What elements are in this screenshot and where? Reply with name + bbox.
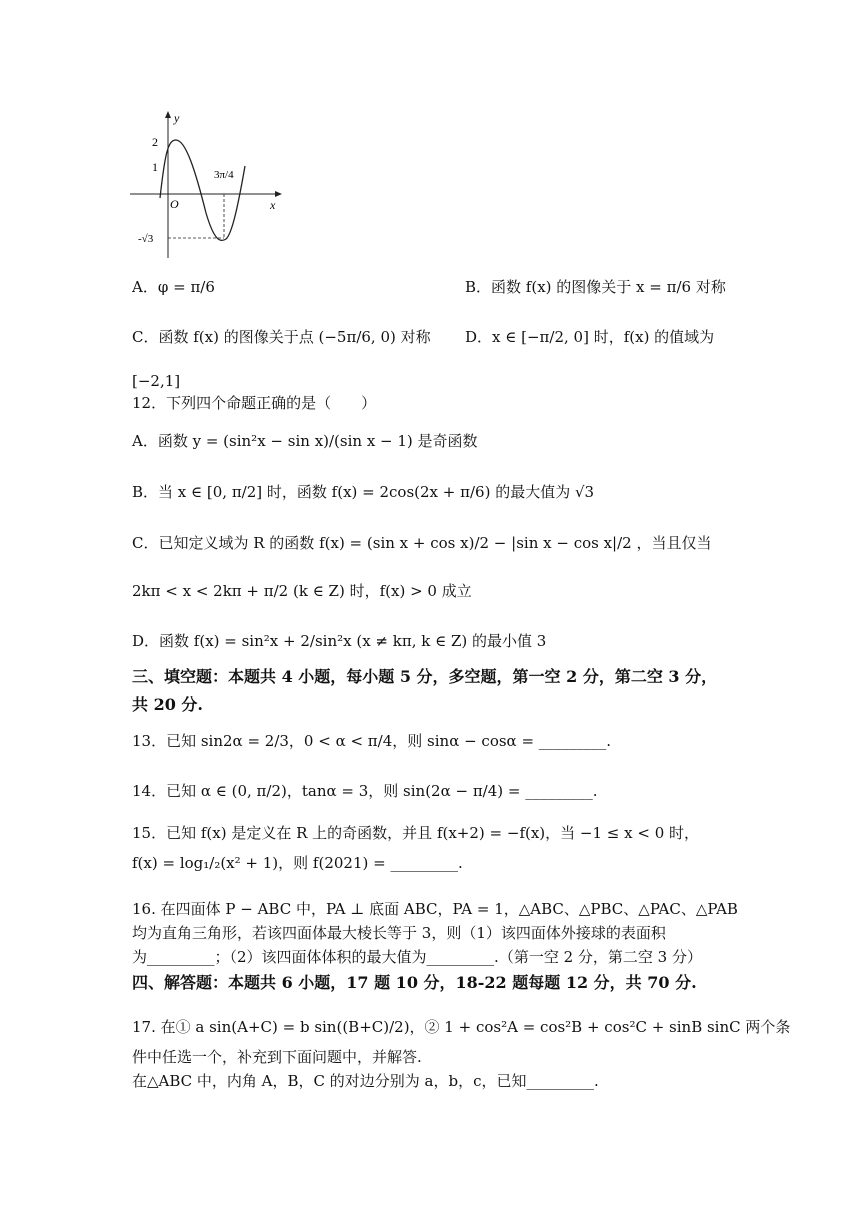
q11-option-c: C．函数 f(x) 的图像关于点 (−5π/6, 0) 对称 bbox=[132, 328, 431, 346]
q12-option-a: A．函数 y = (sin²x − sin x)/(sin x − 1) 是奇函数 bbox=[132, 432, 478, 450]
tick-label-neg-sqrt3: -√3 bbox=[138, 233, 154, 245]
tick-label-1: 1 bbox=[152, 160, 158, 174]
function-graph bbox=[120, 108, 290, 268]
question-16-line1: 16. 在四面体 P − ABC 中，PA ⊥ 底面 ABC，PA = 1，△ABC、△PBC、△PAC、△PAB bbox=[132, 900, 738, 918]
question-16-line3: 为_________；（2）该四面体体积的最大值为_________.（第一空 2 分，第二空 3 分） bbox=[132, 948, 702, 966]
origin-label: O bbox=[170, 197, 179, 211]
question-16-line2: 均为直角三角形，若该四面体最大棱长等于 3，则（1）该四面体外接球的表面积 bbox=[132, 924, 666, 942]
q12-stem: 12．下列四个命题正确的是（ ） bbox=[132, 394, 377, 412]
q12-option-c-cont: 2kπ < x < 2kπ + π/2 (k ∈ Z) 时，f(x) > 0 成立 bbox=[132, 582, 472, 600]
q11-option-a: A．φ = π/6 bbox=[132, 278, 215, 296]
y-axis-arrow bbox=[165, 111, 171, 118]
y-axis-label: y bbox=[174, 111, 180, 125]
question-14: 14．已知 α ∈ (0, π/2)，tanα = 3，则 sin(2α − π/4) = _________. bbox=[132, 782, 598, 800]
section4-title: 四、解答题：本题共 6 小题，17 题 10 分，18-22 题每题 12 分，共 70 分. bbox=[132, 973, 697, 992]
question-15-line1: 15．已知 f(x) 是定义在 R 上的奇函数，并且 f(x+2) = −f(x)，当 −1 ≤ x < 0 时， bbox=[132, 824, 700, 842]
tick-label-3pi4: 3π/4 bbox=[214, 169, 234, 181]
question-13: 13．已知 sin2α = 2/3，0 < α < π/4，则 sinα − cosα = _________. bbox=[132, 732, 612, 750]
q12-option-c: C．已知定义域为 R 的函数 f(x) = (sin x + cos x)/2 − |sin x − cos x|/2 ，当且仅当 bbox=[132, 534, 712, 552]
q12-option-b: B．当 x ∈ [0, π/2] 时，函数 f(x) = 2cos(2x + π/6) 的最大值为 √3 bbox=[132, 483, 595, 501]
question-15-line2: f(x) = log₁/₂(x² + 1)，则 f(2021) = _________. bbox=[132, 854, 463, 872]
section3-title: 三、填空题：本题共 4 小题，每小题 5 分，多空题，第一空 2 分，第二空 3 分， bbox=[132, 667, 718, 686]
question-17-line3: 在△ABC 中，内角 A，B，C 的对边分别为 a，b，c，已知_________. bbox=[132, 1072, 599, 1090]
q11-option-d: D．x ∈ [−π/2, 0] 时，f(x) 的值域为 bbox=[465, 328, 715, 346]
sine-curve bbox=[160, 140, 245, 240]
q11-option-b: B．函数 f(x) 的图像关于 x = π/6 对称 bbox=[465, 278, 726, 296]
q11-option-d-cont: [−2,1] bbox=[132, 372, 181, 390]
x-axis-label: x bbox=[270, 198, 276, 212]
question-17-line2: 件中任选一个，补充到下面问题中，并解答. bbox=[132, 1048, 422, 1066]
tick-label-2: 2 bbox=[152, 135, 158, 149]
x-axis-arrow bbox=[275, 191, 282, 197]
question-17-line1: 17. 在① a sin(A+C) = b sin((B+C)/2)，② 1 + cos²A = cos²B + cos²C + sinB sinC 两个条 bbox=[132, 1018, 791, 1036]
section3-title-cont: 共 20 分. bbox=[132, 695, 203, 714]
q12-option-d: D．函数 f(x) = sin²x + 2/sin²x (x ≠ kπ, k ∈ Z) 的最小值 3 bbox=[132, 632, 547, 650]
